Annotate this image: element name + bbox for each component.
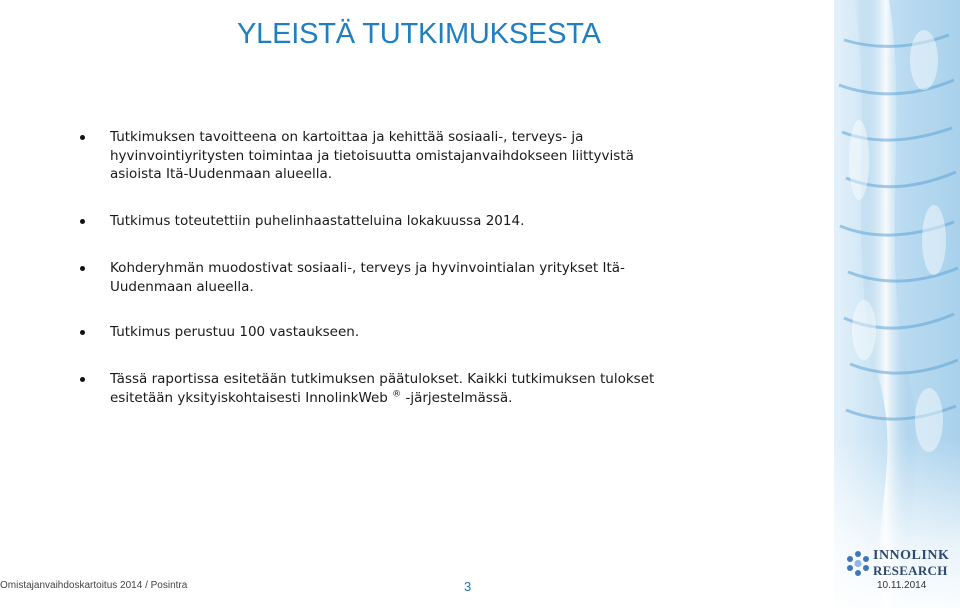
bullet-dot-icon <box>80 219 85 224</box>
innolink-logo <box>845 548 955 580</box>
bullet-text: Tutkimus toteutettiin puhelinhaastatteluina lokakuussa 2014. <box>110 213 525 229</box>
page-number: 3 <box>464 579 472 594</box>
decorative-xray-image <box>834 0 960 608</box>
bullet-text: Tutkimus perustuu 100 vastaukseen. <box>110 324 360 340</box>
logo-text-line1: INNOLINK <box>873 548 950 563</box>
footer-text: Omistajanvaihdoskartoitus 2014 / Posintra <box>0 580 188 591</box>
footer-date: 10.11.2014 <box>877 580 927 591</box>
bullet-text: Kohderyhmän muodostivat sosiaali-, terveys ja hyvinvointialan yritykset Itä-Uudenmaan alueella. <box>110 260 625 295</box>
logo-text-line2: RESEARCH <box>873 563 948 578</box>
bullet-dot-icon <box>80 377 85 382</box>
slide-title: YLEISTÄ TUTKIMUKSESTA <box>237 18 601 50</box>
bullet-dot-icon <box>80 330 85 335</box>
bullet-text: Tutkimuksen tavoitteena on kartoittaa ja kehittää sosiaali-, terveys- ja hyvinvointiyritysten toimintaa ja tietoisuutta omistajanvaihdokseen liittyvistä asioista Itä-Uudenmaan alueella. <box>110 129 634 182</box>
bullet-dot-icon <box>80 266 85 271</box>
bullet-dot-icon <box>80 135 85 140</box>
bullet-text: Tässä raportissa esitetään tutkimuksen päätulokset. Kaikki tutkimuksen tulokset esitetään yksityiskohtaisesti InnolinkWeb ® -järjestelmässä. <box>110 371 655 406</box>
innolink-logo-icon <box>845 550 871 576</box>
